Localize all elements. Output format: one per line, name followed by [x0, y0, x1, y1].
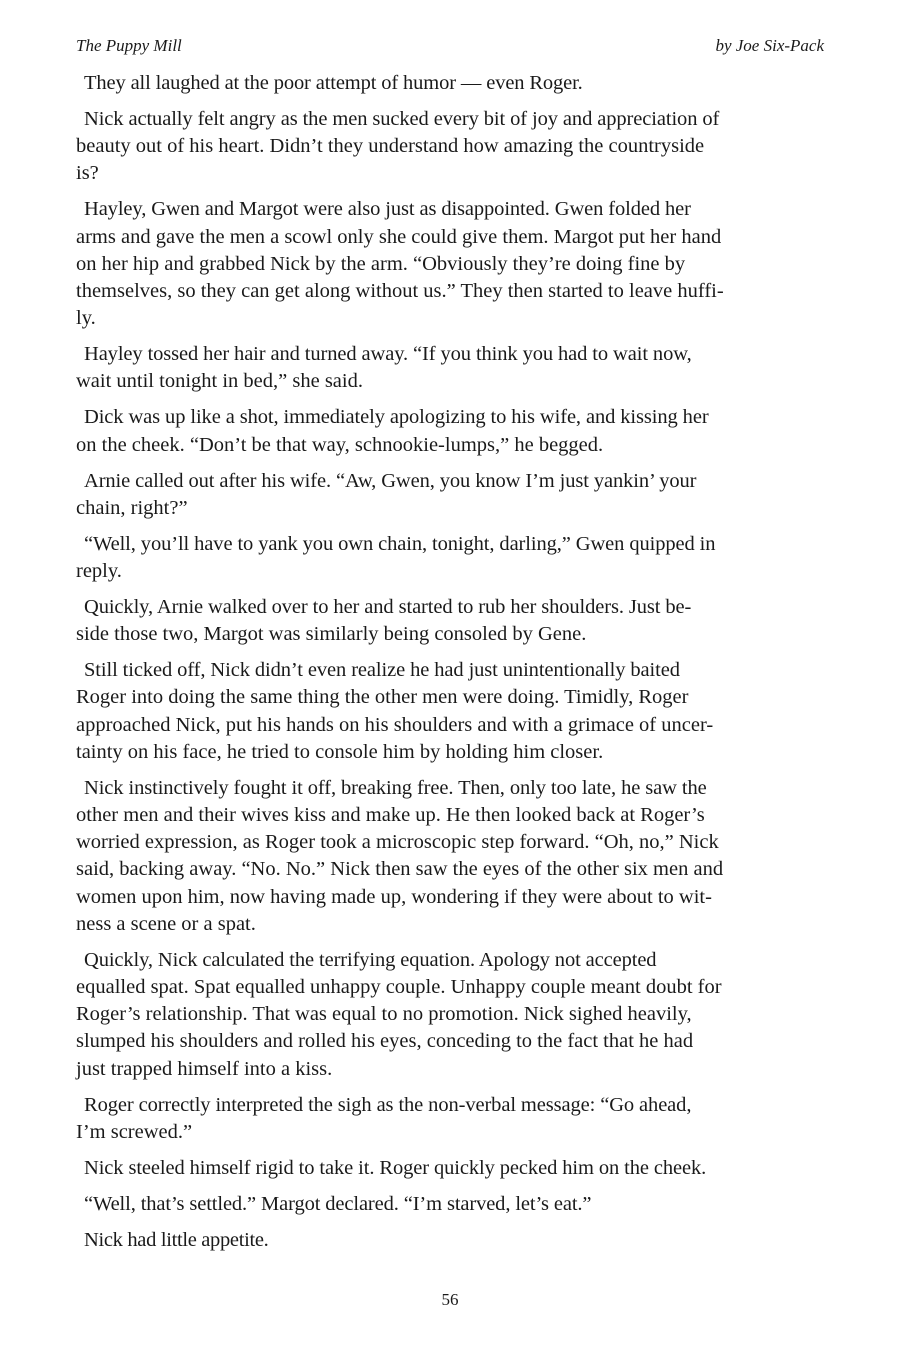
- text-line: on her hip and grabbed Nick by the arm. “Obviously they’re doing fine by: [76, 252, 686, 275]
- text-line: worried expression, as Roger took a microscopic step forward. “Oh, no,” Nick: [76, 831, 719, 854]
- text-line: Nick had little appetite.: [84, 1228, 269, 1251]
- text-line: Nick actually felt angry as the men sucked every bit of joy and appreciation of: [84, 108, 720, 130]
- paragraph: [76, 1191, 828, 1218]
- text-line: beauty out of his heart. Didn’t they understand how amazing the countryside: [76, 135, 705, 158]
- text-line: reply.: [76, 560, 122, 583]
- running-header: [76, 36, 824, 60]
- text-line: equalled spat. Spat equalled unhappy couple. Unhappy couple meant doubt for: [76, 976, 722, 999]
- text-line: Arnie called out after his wife. “Aw, Gwen, you know I’m just yankin’ your: [84, 469, 697, 492]
- text-line: ness a scene or a spat.: [76, 912, 256, 935]
- text-line: Roger into doing the same thing the other men were doing. Timidly, Roger: [76, 686, 689, 709]
- paragraph: [76, 70, 828, 97]
- text-line: I’m screwed.”: [76, 1120, 193, 1143]
- text-line: Hayley, Gwen and Margot were also just as disappointed. Gwen folded her: [84, 198, 691, 221]
- text-line: “Well, that’s settled.” Margot declared. “I’m starved, let’s eat.”: [84, 1192, 592, 1215]
- text-line: Quickly, Nick calculated the terrifying equation. Apology not accepted: [84, 948, 657, 971]
- paragraph: [76, 196, 828, 332]
- paragraph: [76, 468, 828, 522]
- paragraph: [76, 341, 828, 395]
- text-line: “Well, you’ll have to yank you own chain, tonight, darling,” Gwen quipped in: [84, 532, 716, 555]
- text-line: They all laughed at the poor attempt of humor — even Roger.: [84, 72, 583, 94]
- text-line: Quickly, Arnie walked over to her and started to rub her shoulders. Just be-: [84, 596, 692, 619]
- text-line: side those two, Margot was similarly being consoled by Gene.: [76, 623, 587, 646]
- paragraph: [76, 657, 828, 766]
- text-line: Nick steeled himself rigid to take it. Roger quickly pecked him on the cheek.: [84, 1156, 707, 1179]
- text-line: is?: [76, 162, 99, 185]
- text-line: ly.: [76, 307, 96, 330]
- text-line: Dick was up like a shot, immediately apologizing to his wife, and kissing her: [84, 406, 709, 429]
- text-line: women upon him, now having made up, wondering if they were about to wit-: [76, 885, 712, 908]
- text-line: Nick instinctively fought it off, breaking free. Then, only too late, he saw the: [84, 776, 707, 799]
- text-line: slumped his shoulders and rolled his eyes, conceding to the fact that he had: [76, 1030, 694, 1053]
- text-line: approached Nick, put his hands on his shoulders and with a grimace of uncer-: [76, 713, 714, 736]
- text-line: Hayley tossed her hair and turned away. “If you think you had to wait now,: [84, 343, 692, 366]
- paragraph: [76, 531, 828, 585]
- text-line: arms and gave the men a scowl only she could give them. Margot put her hand: [76, 225, 722, 248]
- body-text: [76, 70, 828, 1263]
- paragraph: [76, 1092, 828, 1146]
- text-line: Roger’s relationship. That was equal to no promotion. Nick sighed heavily,: [76, 1003, 692, 1026]
- page-number: 56: [441, 1290, 459, 1309]
- book-title: The Puppy Mill: [76, 36, 182, 55]
- paragraph: [76, 775, 828, 938]
- text-line: tainty on his face, he tried to console him by holding him closer.: [76, 740, 604, 763]
- paragraph: [76, 404, 828, 458]
- text-line: chain, right?”: [76, 496, 188, 519]
- text-line: wait until tonight in bed,” she said.: [76, 370, 363, 393]
- text-line: other men and their wives kiss and make up. He then looked back at Roger’s: [76, 804, 705, 827]
- paragraph: [76, 1155, 828, 1182]
- text-line: on the cheek. “Don’t be that way, schnookie-lumps,” he begged.: [76, 433, 604, 456]
- paragraph: [76, 947, 828, 1083]
- text-line: Roger correctly interpreted the sigh as the non-verbal message: “Go ahead,: [84, 1093, 692, 1116]
- book-author: by Joe Six-Pack: [715, 36, 824, 55]
- paragraph: [76, 594, 828, 648]
- text-line: said, backing away. “No. No.” Nick then saw the eyes of the other six men and: [76, 858, 724, 881]
- paragraph: [76, 106, 828, 188]
- text-line: themselves, so they can get along without us.” They then started to leave huffi-: [76, 280, 724, 303]
- text-line: just trapped himself into a kiss.: [76, 1057, 333, 1080]
- text-line: Still ticked off, Nick didn’t even realize he had just unintentionally baited: [84, 659, 680, 682]
- paragraph: [76, 1227, 828, 1254]
